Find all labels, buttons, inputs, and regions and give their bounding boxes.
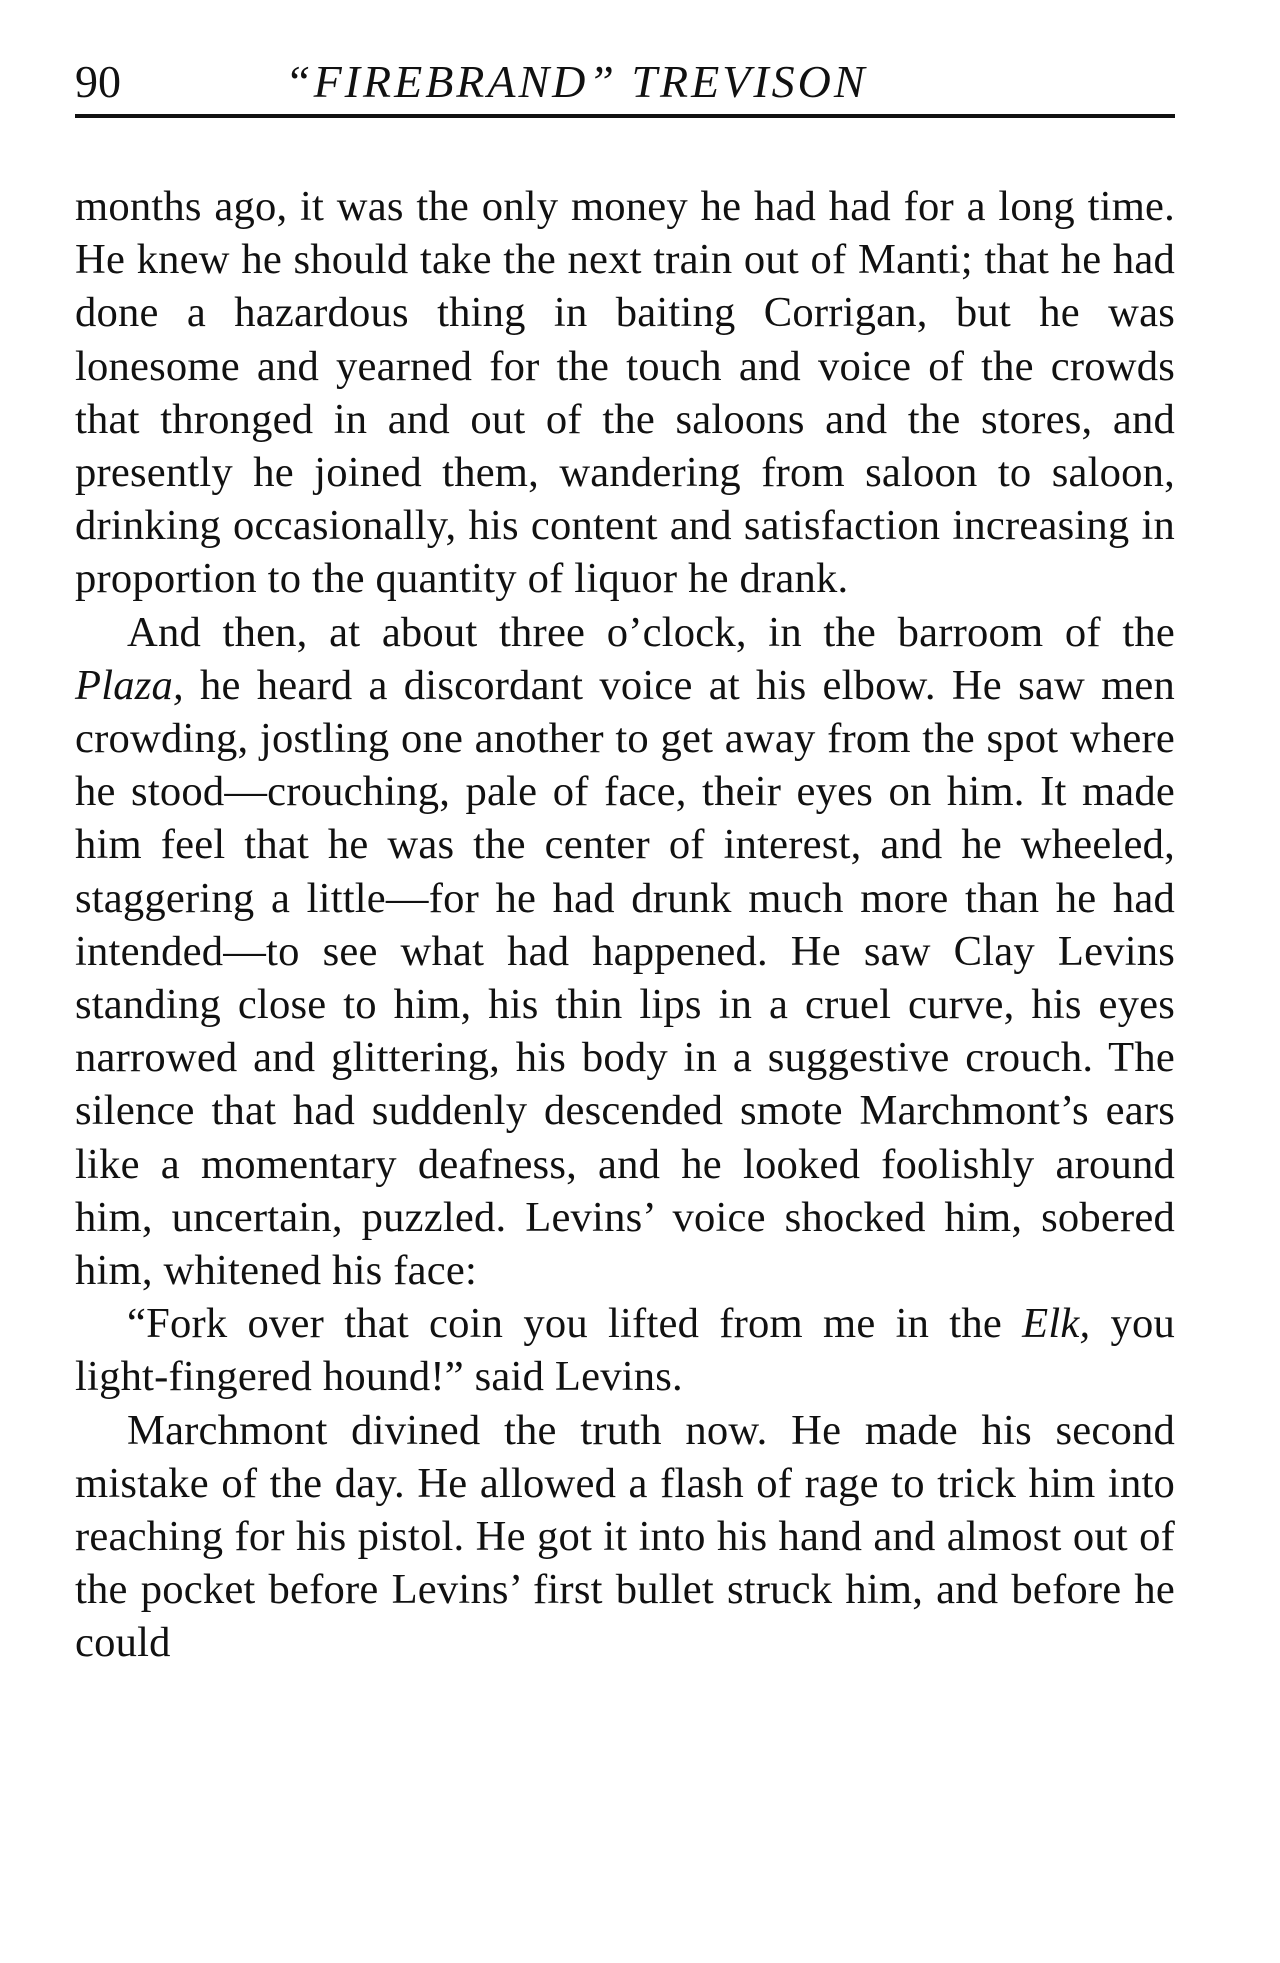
paragraph-1 [75,180,1175,606]
running-title: “FIREBRAND” TREVISON [285,56,868,107]
paragraph-1-text: months ago, it was the only money he had had for a long time. He knew he should take the next train out of Manti; that he had done a hazardous thing in baiting Corrigan, but he was lonesome and yearned for the touch and voice of the crowds that thronged in and out of the saloons and the stores, and presently he joined them, wandering from saloon to saloon, drinking occasionally, his content and satisfaction increasing in proportion to the quantity of liquor he drank. [75,183,1175,603]
paragraph-4 [75,1404,1175,1670]
page-number: 90 [75,56,121,107]
paragraph-2 [75,606,1175,1298]
paragraph-3-text-b: you light-fingered hound!” said Levins. [75,1300,1176,1401]
paragraph-2-text-a: And then, at about three o’clock, in the barroom of the [127,608,1175,656]
page-header [75,52,1175,112]
paragraph-4-text: Marchmont divined the truth now. He made his second mistake of the day. He allowed a flash of rage to trick him into reaching for his pistol. He got it into his hand and almost out of the pocket before Levins’ first bullet struck him, and before he could [75,1406,1175,1667]
italic-elk: Elk, [1022,1300,1091,1348]
italic-plaza: Plaza, [75,661,184,709]
paragraph-2-text-b: he heard a discordant voice at his elbow. He saw men crowding, jostling one another to get away from the spot where he stood—crouching, pale of face, their eyes on him. It made him feel that he was the center of interest, and he wheeled, staggering a little—for he had drunk much more than he had intended—to see what had happened. He saw Clay Levins standing close to him, his thin lips in a cruel curve, his eyes narrowed and glittering, his body in a suggestive crouch. The silence that had suddenly descended smote Marchmont’s ears like a momentary deafness, and he looked foolishly around him, uncertain, puzzled. Levins’ voice shocked him, sobered him, whitened his face: [75,661,1175,1295]
paragraph-3-text-a: “Fork over that coin you lifted from me in the [127,1300,1023,1348]
header-rule [75,114,1175,118]
paragraph-3 [75,1297,1175,1403]
body-text [75,180,1175,1670]
